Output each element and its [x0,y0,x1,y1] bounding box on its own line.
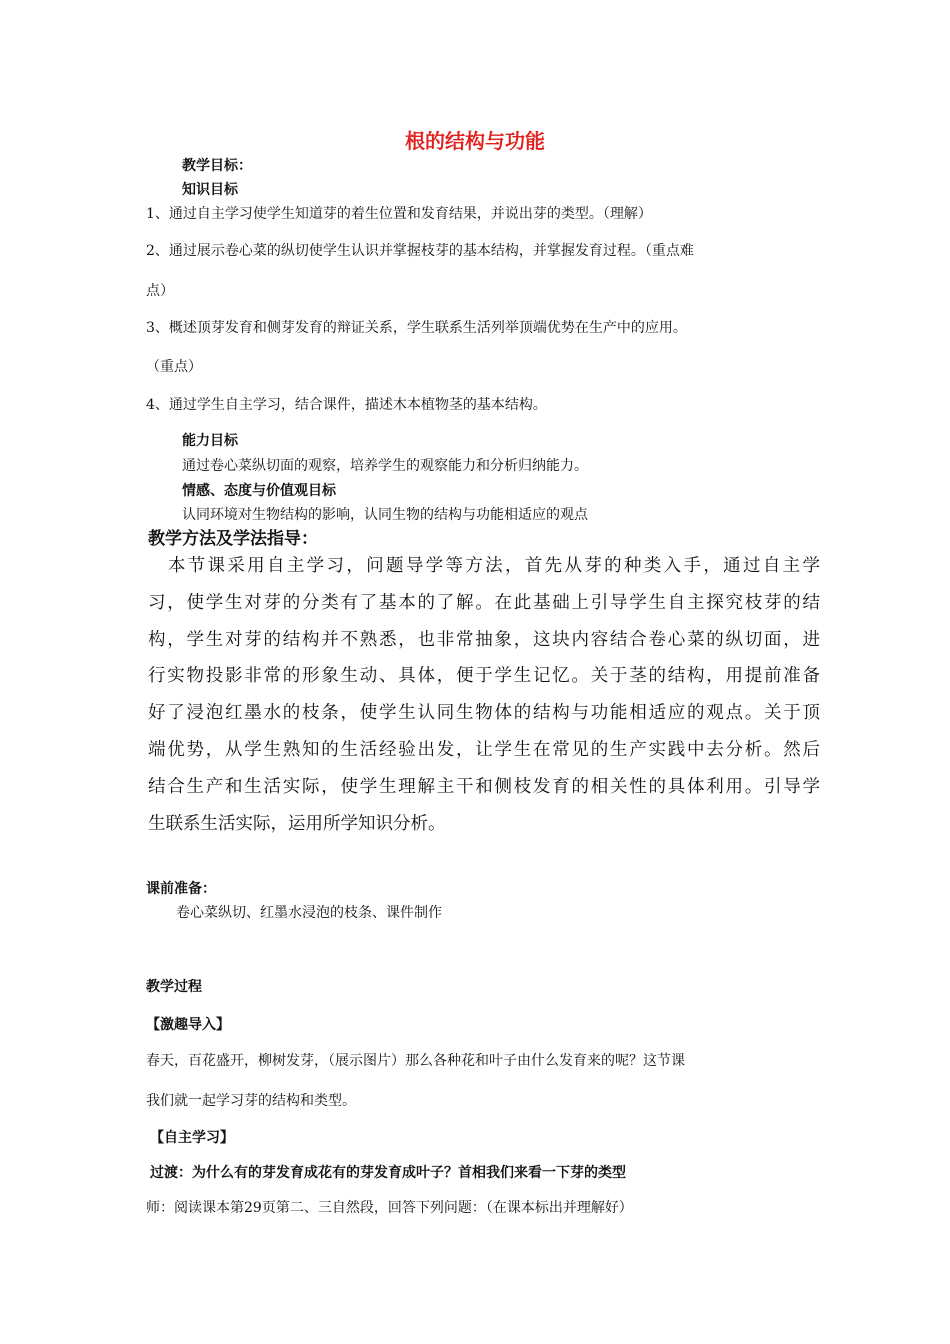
objective-item: 点） [146,283,174,299]
transition-text: 过渡：为什么有的芽发育成花有的芽发育成叶子？首相我们来看一下芽的类型 [150,1165,626,1181]
intro-heading: 【激趣导入】 [146,1017,230,1033]
method-line: 构，学生对芽的结构并不熟悉，也非常抽象，这块内容结合卷心菜的纵切面，进 [148,629,820,650]
ability-heading: 能力目标 [182,433,238,449]
objective-item: 3、概述顶芽发育和侧芽发育的辩证关系，学生联系生活列举顶端优势在生产中的应用。 [146,320,687,336]
self-study-heading: 【自主学习】 [150,1130,234,1146]
method-line: 生联系生活实际，运用所学知识分析。 [148,813,446,834]
method-line: 结合生产和生活实际，使学生理解主干和侧枝发育的相关性的具体利用。引导学 [148,776,820,797]
method-line: 本节课采用自主学习，问题导学等方法，首先从芽的种类入手，通过自主学 [148,556,820,576]
objective-item: 4、通过学生自主学习，结合课件，描述木本植物茎的基本结构。 [146,397,547,413]
objective-item: （重点） [146,359,202,375]
ability-text: 通过卷心菜纵切面的观察，培养学生的观察能力和分析归纳能力。 [182,458,588,474]
prep-heading: 课前准备： [146,881,216,897]
method-heading: 教学方法及学法指导： [148,529,318,549]
process-heading: 教学过程 [146,979,202,995]
objective-item: 1、通过自主学习使学生知道芽的着生位置和发育结果，并说出芽的类型。（理解） [146,206,652,222]
page-title: 根的结构与功能 [405,129,545,153]
intro-line: 我们就一起学习芽的结构和类型。 [146,1093,356,1109]
knowledge-heading: 知识目标 [182,182,238,198]
prep-text: 卷心菜纵切、红墨水浸泡的枝条、课件制作 [176,905,442,921]
teacher-text: 师：阅读课本第29页第二、三自然段，回答下列问题：（在课本标出并理解好） [146,1200,633,1216]
method-line: 好了浸泡红墨水的枝条，使学生认同生物体的结构与功能相适应的观点。关于顶 [148,703,820,724]
emotion-text: 认同环境对生物结构的影响，认同生物的结构与功能相适应的观点 [182,507,588,523]
method-line: 端优势，从学生熟知的生活经验出发，让学生在常见的生产实践中去分析。然后 [148,739,820,760]
objective-item: 2、通过展示卷心菜的纵切使学生认识并掌握枝芽的基本结构，并掌握发育过程。（重点难 [146,243,694,259]
objectives-heading: 教学目标： [182,158,252,174]
method-paragraph [148,548,820,842]
intro-line: 春天，百花盛开，柳树发芽，（展示图片）那么各种花和叶子由什么发育来的呢？这节课 [146,1053,685,1069]
method-line: 行实物投影非常的形象生动、具体，便于学生记忆。关于茎的结构，用提前准备 [148,666,820,687]
emotion-heading: 情感、态度与价值观目标 [182,483,336,499]
method-line: 习，使学生对芽的分类有了基本的了解。在此基础上引导学生自主探究枝芽的结 [148,592,820,613]
